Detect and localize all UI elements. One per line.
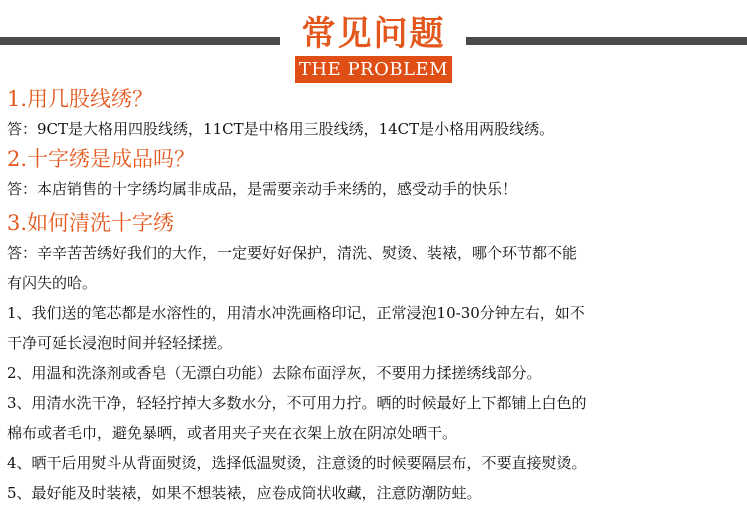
faq-answer-line: 答：辛辛苦苦绣好我们的大作，一定要好好保护，清洗、熨烫、装裱，哪个环节都不能 bbox=[7, 244, 578, 262]
faq-question: 2.十字绣是成品吗？ bbox=[7, 147, 196, 171]
faq-item bbox=[0, 208, 747, 508]
faq-answer-line: 有闪失的哈。 bbox=[7, 274, 98, 292]
faq-answer-line: 答：本店销售的十字绣均属非成品，是需要亲动手来绣的，感受动手的快乐！ bbox=[7, 180, 518, 198]
faq-answer-line: 棉布或者毛巾，避免暴晒，或者用夹子夹在衣架上放在阴凉处晒干。 bbox=[7, 424, 458, 442]
faq-answer-line: 4、晒干后用熨斗从背面熨烫，选择低温熨烫，注意烫的时候要隔层布，不要直接熨烫。 bbox=[7, 454, 587, 472]
faq-answer-line: 干净可延长浸泡时间并轻轻揉搓。 bbox=[7, 334, 233, 352]
page-title: 常见问题 bbox=[301, 14, 446, 54]
header bbox=[0, 0, 747, 84]
faq-item bbox=[0, 84, 747, 144]
faq-question: 3.如何清洗十字绣 bbox=[7, 211, 175, 235]
faq-answer-line: 2、用温和洗涤剂或香皂（无漂白功能）去除布面浮灰，不要用力揉搓绣线部分。 bbox=[7, 364, 542, 382]
faq-item bbox=[0, 144, 747, 204]
faq-answer-line: 5、最好能及时装裱，如果不想装裱，应卷成筒状收藏，注意防潮防蛀。 bbox=[7, 484, 482, 502]
faq-content bbox=[0, 84, 747, 508]
faq-answer-line: 3、用清水洗干净，轻轻拧掉大多数水分，不可用力拧。晒的时候最好上下都铺上白色的 bbox=[7, 394, 587, 412]
faq-answer-line: 答：9CT是大格用四股线绣，11CT是中格用三股线绣，14CT是小格用两股线绣。 bbox=[7, 120, 555, 138]
page-subtitle-banner: THE PROBLEM bbox=[295, 56, 452, 83]
faq-question: 1.用几股线绣？ bbox=[7, 87, 154, 111]
faq-answer-line: 1、我们送的笔芯都是水溶性的，用清水冲洗画格印记，正常浸泡10-30分钟左右，如不 bbox=[7, 304, 585, 322]
